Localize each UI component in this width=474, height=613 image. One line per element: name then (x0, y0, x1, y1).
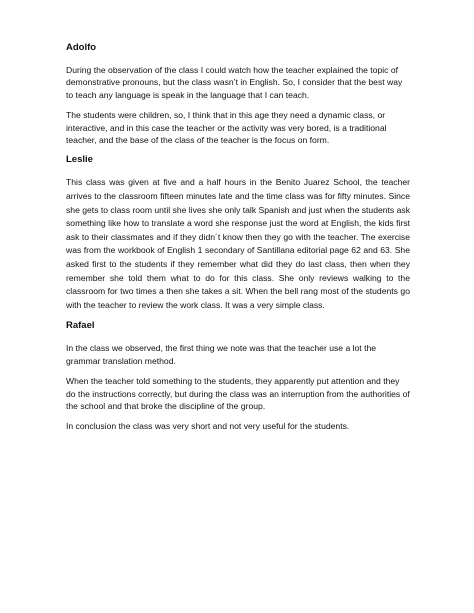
section-heading-adolfo: Adolfo (66, 42, 97, 53)
section-heading-leslie: Leslie (66, 154, 93, 166)
adolfo-paragraph-2: The students were children, so, I think that in this age they need a dynamic class, or interactive, and in this case the teacher or the activity was very bored, is a traditional teacher, and the base of the class of the teacher is the focus on form. (66, 110, 387, 146)
section-heading-rafael: Rafael (66, 320, 95, 332)
rafael-paragraph-2: When the teacher told something to the students, they apparently put attention and they do the instructions correctly, but during the class was an interruption from the authorities of the school and that broke the discipline of the group. (66, 376, 410, 411)
leslie-paragraph-1: This class was given at five and a half hours in the Benito Juarez School, the teacher arrives to the classroom fifteen minutes late and the time class was for fifty minutes. Since she gets to class room until she lives she only talk Spanish and just when the students ask something like how to translate a word she response just the word at English, the kids first ask to their classmates and if they didn´t know then they go with the teacher. The exercise was from the workbook of English 1 secondary of Santillana editorial page 62 and 63. She asked first to the students if they remember what did they do last class, then when they remember she told them what to do for this class. She only reviews walking to the classroom for two times a then she takes a sit. When the bell rang most of the students go with the teacher to review the work class. It was a very simple class. (66, 177, 410, 310)
document-page (66, 42, 410, 441)
adolfo-paragraph-1: During the observation of the class I could watch how the teacher explained the topic of demonstrative pronouns, but the class wasn’t in English. So, I consider that the best way to teach any language is speak in the language that I can teach. (66, 65, 403, 100)
rafael-paragraph-1: In the class we observed, the first thing we note was that the teacher use a lot the grammar translation method. (66, 343, 377, 366)
rafael-paragraph-3: In conclusion the class was very short and not very useful for the students. (66, 421, 350, 432)
